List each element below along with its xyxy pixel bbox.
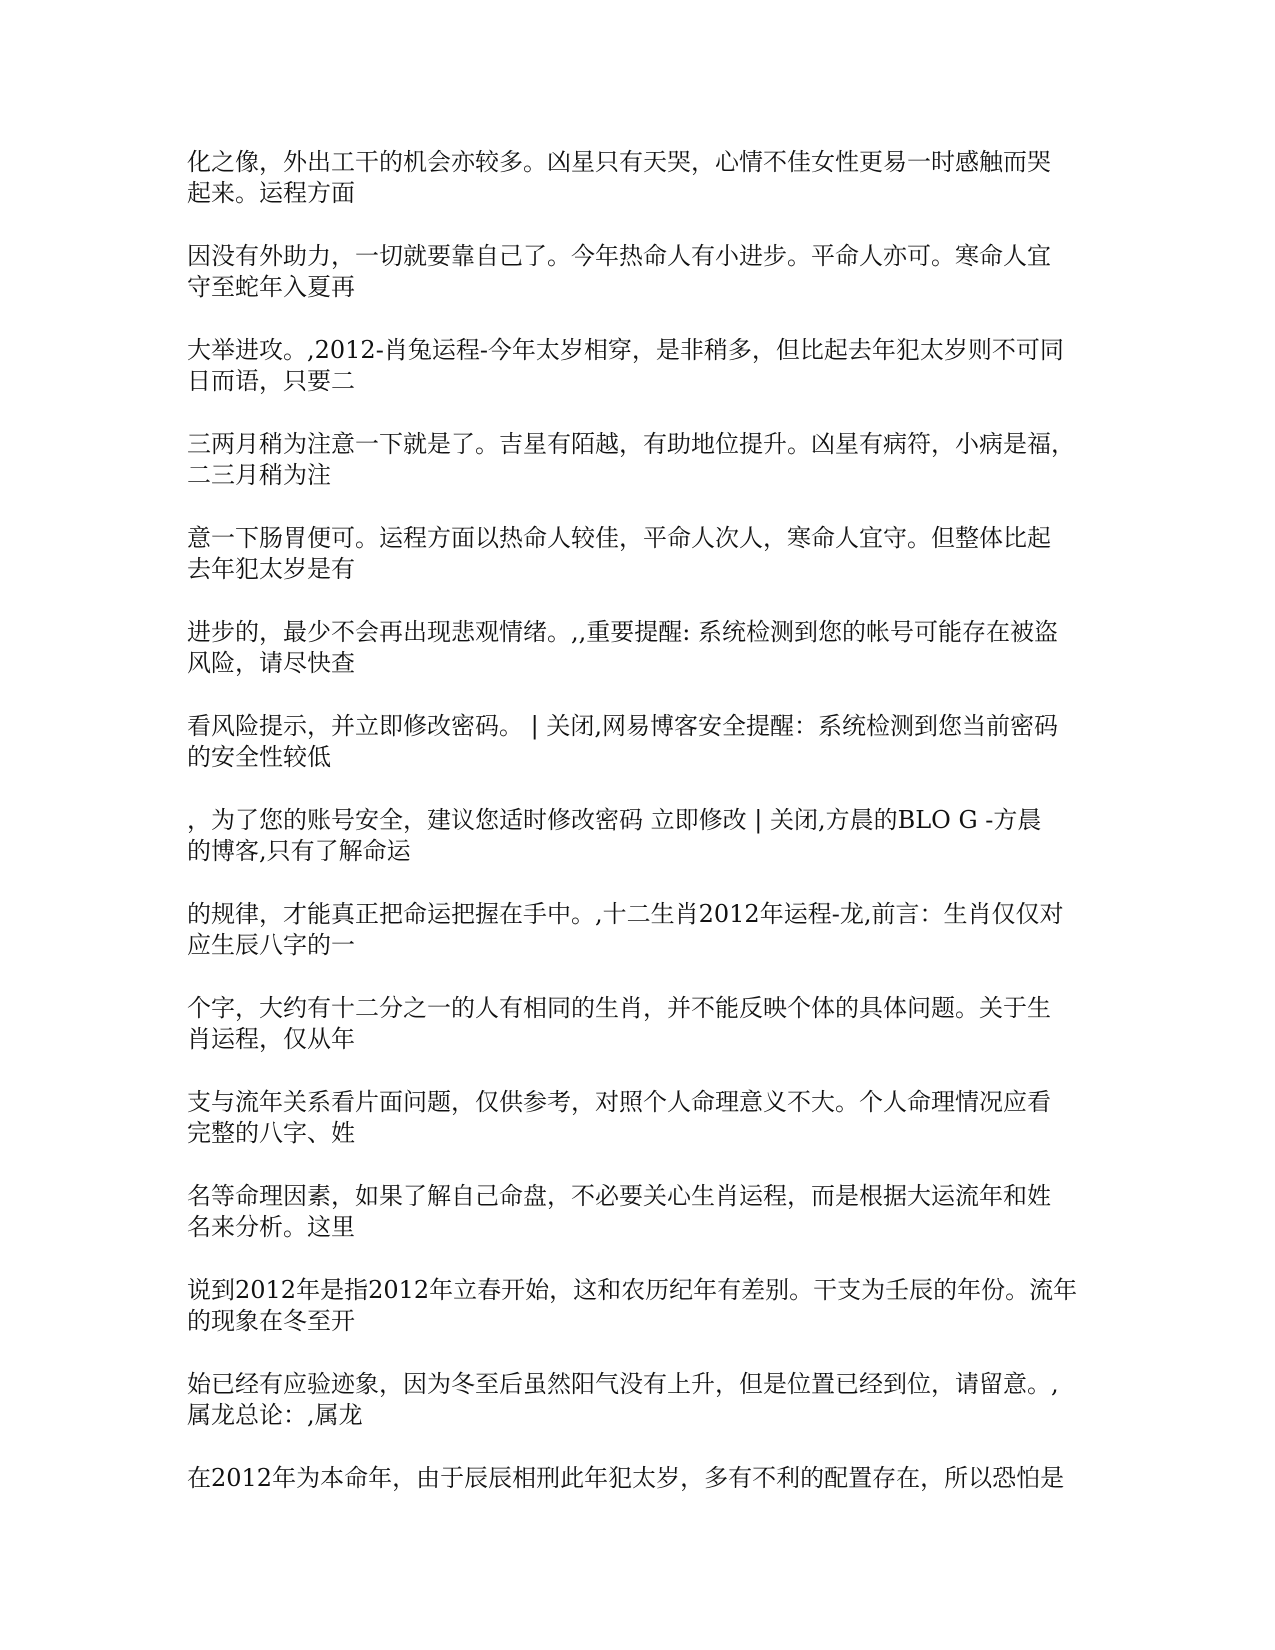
text-line: 始已经有应验迹象，因为冬至后虽然阳气没有上升，但是位置已经到位，请留意。, xyxy=(187,1370,1059,1398)
paragraph xyxy=(187,241,1097,303)
text-line: 应生辰八字的一 xyxy=(187,931,355,959)
text-line: 起来。运程方面 xyxy=(187,179,355,207)
text-line: 属龙总论：,属龙 xyxy=(187,1401,363,1429)
paragraph xyxy=(187,523,1097,585)
text-line: 去年犯太岁是有 xyxy=(187,555,355,583)
paragraph xyxy=(187,1275,1097,1337)
text-line: 的规律，才能真正把命运把握在手中。,十二生肖2012年运程-龙,前言：生肖仅仅对 xyxy=(187,900,1064,928)
paragraph xyxy=(187,1463,1097,1494)
paragraph xyxy=(187,993,1097,1055)
paragraph xyxy=(187,1369,1097,1431)
text-line: 二三月稍为注 xyxy=(187,461,331,489)
paragraph xyxy=(187,1087,1097,1149)
text-line: 因没有外助力，一切就要靠自己了。今年热命人有小进步。平命人亦可。寒命人宜 xyxy=(187,242,1051,270)
paragraph xyxy=(187,711,1097,773)
text-line: 完整的八字、姓 xyxy=(187,1119,355,1147)
text-line: 看风险提示，并立即修改密码。 | 关闭,网易博客安全提醒：系统检测到您当前密码 xyxy=(187,712,1058,740)
text-line: 守至蛇年入夏再 xyxy=(187,273,355,301)
text-line: 大举进攻。,2012-肖兔运程-今年太岁相穿，是非稍多，但比起去年犯太岁则不可同 xyxy=(187,336,1064,364)
text-line: 个字，大约有十二分之一的人有相同的生肖，并不能反映个体的具体问题。关于生 xyxy=(187,994,1051,1022)
text-line: 在2012年为本命年，由于辰辰相刑此年犯太岁，多有不利的配置存在，所以恐怕是 xyxy=(187,1464,1065,1492)
text-line: ，为了您的账号安全，建议您适时修改密码 立即修改 | 关闭,方晨的BLO G -方晨 xyxy=(187,806,1042,834)
text-line: 化之像，外出工干的机会亦较多。凶星只有天哭，心情不佳女性更易一时感触而哭 xyxy=(187,148,1051,176)
text-line: 进步的，最少不会再出现悲观情绪。,,重要提醒: 系统检测到您的帐号可能存在被盗 xyxy=(187,618,1058,646)
text-line: 意一下肠胃便可。运程方面以热命人较佳，平命人次人，寒命人宜守。但整体比起 xyxy=(187,524,1051,552)
text-line: 日而语，只要二 xyxy=(187,367,355,395)
paragraph xyxy=(187,899,1097,961)
text-line: 肖运程，仅从年 xyxy=(187,1025,355,1053)
text-line: 名等命理因素，如果了解自己命盘，不必要关心生肖运程，而是根据大运流年和姓 xyxy=(187,1182,1051,1210)
paragraph xyxy=(187,805,1097,867)
text-line: 三两月稍为注意一下就是了。吉星有陌越，有助地位提升。凶星有病符，小病是福， xyxy=(187,430,1075,458)
paragraph xyxy=(187,147,1097,209)
paragraph xyxy=(187,1181,1097,1243)
text-line: 的安全性较低 xyxy=(187,743,331,771)
text-line: 名来分析。这里 xyxy=(187,1213,355,1241)
text-line: 的博客,只有了解命运 xyxy=(187,837,411,865)
text-line: 的现象在冬至开 xyxy=(187,1307,355,1335)
text-line: 说到2012年是指2012年立春开始，这和农历纪年有差别。干支为壬辰的年份。流年 xyxy=(187,1276,1078,1304)
paragraph xyxy=(187,617,1097,679)
paragraph xyxy=(187,335,1097,397)
paragraph xyxy=(187,429,1097,491)
document-body xyxy=(187,147,1097,1526)
text-line: 风险，请尽快查 xyxy=(187,649,355,677)
text-line: 支与流年关系看片面问题，仅供参考，对照个人命理意义不大。个人命理情况应看 xyxy=(187,1088,1051,1116)
